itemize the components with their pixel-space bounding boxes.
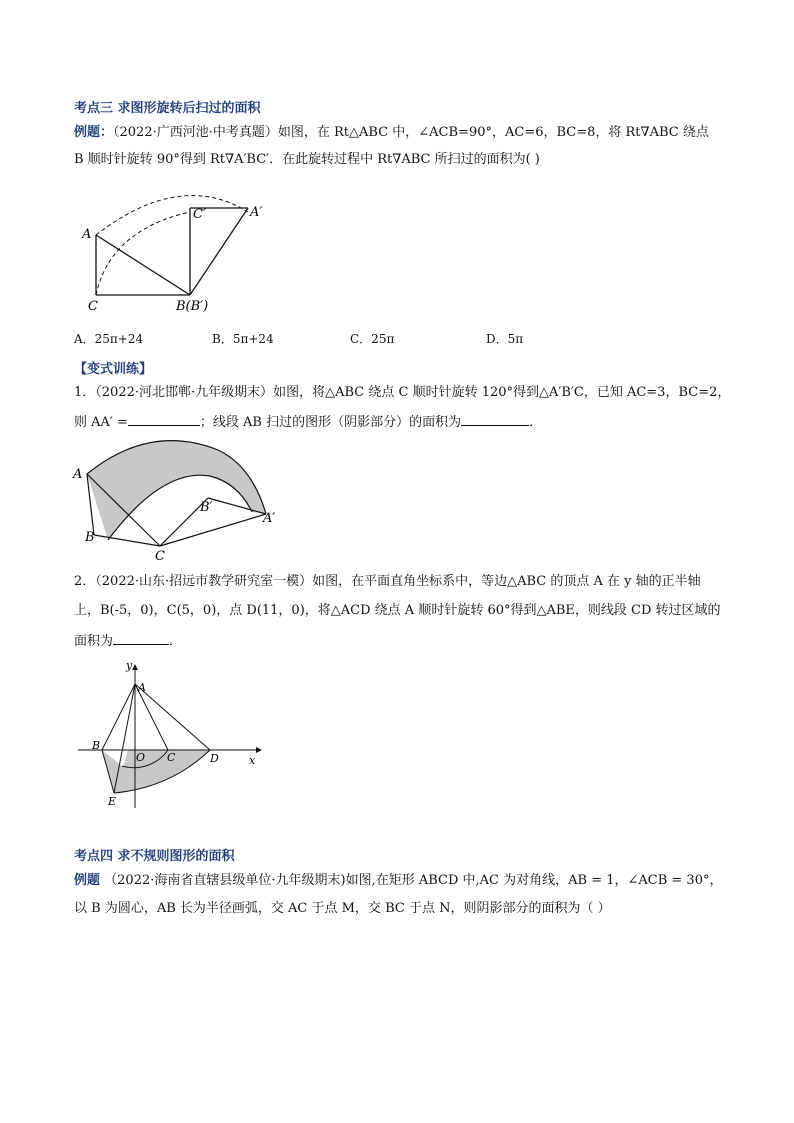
segment-AB bbox=[102, 684, 135, 750]
label-E: E bbox=[108, 795, 117, 808]
q2-blank[interactable] bbox=[113, 632, 169, 645]
q1-line2 bbox=[74, 413, 542, 432]
label-B: B bbox=[92, 739, 101, 752]
option-d: D．5π bbox=[486, 332, 524, 346]
q1-line2-end: ． bbox=[529, 415, 543, 430]
arc-A-path bbox=[96, 196, 248, 235]
label-Bp: B′ bbox=[200, 500, 213, 515]
label-A: A bbox=[82, 227, 92, 242]
option-a: A．25π+24 bbox=[74, 332, 144, 346]
label-C: C bbox=[155, 549, 165, 564]
label-A: A bbox=[73, 467, 83, 482]
section4-title: 考点四 求不规则图形的面积 bbox=[74, 849, 235, 864]
segment-AB bbox=[96, 235, 190, 295]
label-Ap: A′ bbox=[263, 511, 276, 526]
label-Ap: A′ bbox=[250, 205, 263, 220]
label-y: y bbox=[126, 659, 133, 672]
section4-example-line2: 以 B 为圆心，AB 长为半径画弧，交 AC 于点 M，交 BC 于点 N，则阴影部分的面积为（ ） bbox=[74, 901, 611, 916]
label-B: B(B′) bbox=[176, 299, 209, 314]
q2-line1: 2．（2022·山东·招远市教学研究室一模）如图，在平面直角坐标系中，等边△ABC 的顶点 A 在 y 轴的正半轴 bbox=[74, 574, 701, 589]
figure-coordinate-plane bbox=[70, 658, 270, 808]
q1-blank-1[interactable] bbox=[128, 413, 200, 426]
y-axis-arrow-icon bbox=[132, 664, 138, 670]
example-label: 例题 bbox=[74, 873, 101, 888]
section3-title: 考点三 求图形旋转后扫过的面积 bbox=[74, 101, 261, 116]
q2-line3 bbox=[74, 632, 182, 651]
q2-line3-start: 面积为 bbox=[74, 634, 114, 649]
x-axis-arrow-icon bbox=[256, 747, 262, 753]
q1-blank-2[interactable] bbox=[461, 413, 529, 426]
q1-line2-middle: ；线段 AB 扫过的图形（阴影部分）的面积为 bbox=[199, 415, 462, 430]
figure-rotation-triangle bbox=[70, 190, 290, 318]
label-O: O bbox=[136, 751, 146, 764]
label-C: C bbox=[167, 751, 176, 764]
label-C: C bbox=[88, 299, 98, 314]
example-text: （2022·广西河池·中考真题）如图，在 Rt△ABC 中，∠ACB=90°，AC=6，BC=8，将 Rt∇ABC 绕点 bbox=[113, 125, 709, 140]
label-Cp: C′ bbox=[193, 207, 206, 222]
segment-AD bbox=[135, 684, 210, 750]
q1-line1: 1．（2022·河北邯郸·九年级期末）如图，将△ABC 绕点 C 顺时针旋转 120°得到△A′B′C，已知 AC=3，BC=2， bbox=[74, 385, 731, 400]
section3-example-line1 bbox=[74, 124, 709, 142]
example-text: （2022·海南省直辖县级单位·九年级期末)如图,在矩形 ABCD 中,AC 为对角线，AB = 1，∠ACB = 30°， bbox=[104, 873, 723, 888]
label-D: D bbox=[210, 752, 219, 765]
variants-title: 【变式训练】 bbox=[74, 362, 153, 377]
q2-line3-end: ． bbox=[169, 634, 183, 649]
section4-example-line1 bbox=[74, 872, 722, 890]
example-label: 例题： bbox=[74, 125, 114, 140]
label-A: A bbox=[138, 681, 146, 694]
label-B: B bbox=[85, 530, 95, 545]
figure-shaded-sector bbox=[70, 438, 290, 566]
option-c: C．25π bbox=[350, 332, 395, 346]
option-b: B．5π+24 bbox=[212, 332, 274, 346]
q1-line2-start: 则 AA′ = bbox=[74, 415, 128, 430]
q2-line2: 上，B(-5，0)，C(5，0)，点 D(11，0)，将△ACD 绕点 A 顺时针旋转 60°得到△ABE，则线段 CD 转过区域的 bbox=[74, 603, 721, 618]
label-x: x bbox=[249, 754, 256, 767]
section3-example-line2: B 顺时针旋转 90°得到 Rt∇A′BC′．在此旋转过程中 Rt∇ABC 所扫过的面积为( ) bbox=[74, 152, 540, 167]
